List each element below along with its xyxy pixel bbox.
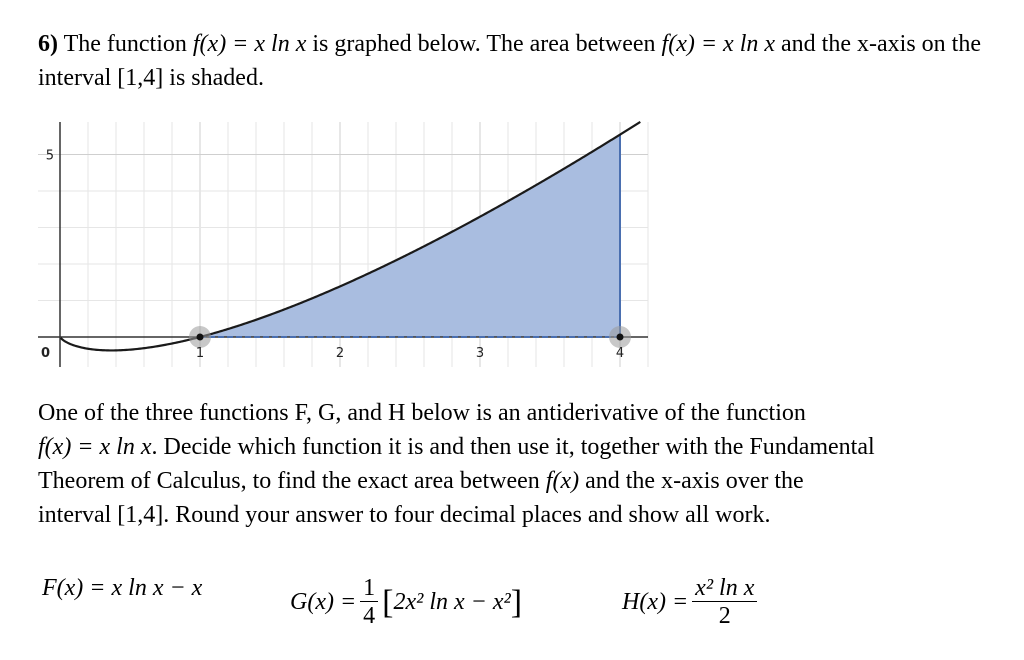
function-notation-2: f(x) = x ln x [661, 31, 776, 57]
option-f-text: F(x) = x ln x − x [42, 575, 203, 601]
option-g-body: 2x² ln x − x² [393, 589, 511, 615]
function-graph [0, 0, 700, 380]
endpoint-left [197, 334, 204, 341]
option-g-denominator: 4 [363, 603, 376, 629]
question-number: 6) [38, 31, 58, 57]
origin-label: 0 [40, 346, 50, 361]
x-tick-label: 3 [475, 346, 485, 361]
body-function-short: f(x) [545, 468, 580, 494]
intro-text-2: is graphed below. The area between [312, 31, 656, 57]
option-g: G(x) = $\frac{1}{4}$ [ 2x² ln x − x² ] [290, 575, 523, 629]
body-line-4: interval [1,4]. Round your answer to four decimal places and show all work. [38, 502, 771, 528]
option-h-denominator: 2 [718, 603, 731, 629]
option-h [622, 575, 761, 630]
option-f [42, 575, 202, 602]
body-line-2: . Decide which function it is and then use it, together with the Fundamental [151, 434, 875, 460]
y-tick-label: 5 [45, 148, 54, 164]
option-h-lhs: H(x) = [622, 589, 689, 615]
function-notation: f(x) = x ln x [192, 31, 307, 57]
x-tick-label: 1 [195, 346, 205, 361]
x-tick-label: 2 [335, 346, 345, 361]
body-line-1: One of the three functions F, G, and H below is an antiderivative of the function [38, 400, 806, 426]
body-function: f(x) = x ln x [38, 434, 152, 460]
intro-text-3: and the x-axis on the interval [1,4] is shaded. [38, 31, 981, 91]
option-h-numerator: x² ln x [692, 575, 757, 602]
question-body [38, 396, 988, 532]
option-g-numerator: 1 [360, 575, 378, 602]
x-tick-label: 4 [615, 346, 625, 361]
shaded-area [200, 135, 620, 337]
body-line-3a: Theorem of Calculus, to find the exact area between [38, 468, 540, 494]
intro-text-1: The function [63, 31, 187, 57]
endpoint-right [617, 334, 624, 341]
option-g-fraction [360, 575, 378, 630]
body-line-3b: and the x-axis over the [585, 468, 804, 494]
option-g-lhs: G(x) = [290, 589, 357, 615]
option-h-fraction [692, 575, 757, 630]
